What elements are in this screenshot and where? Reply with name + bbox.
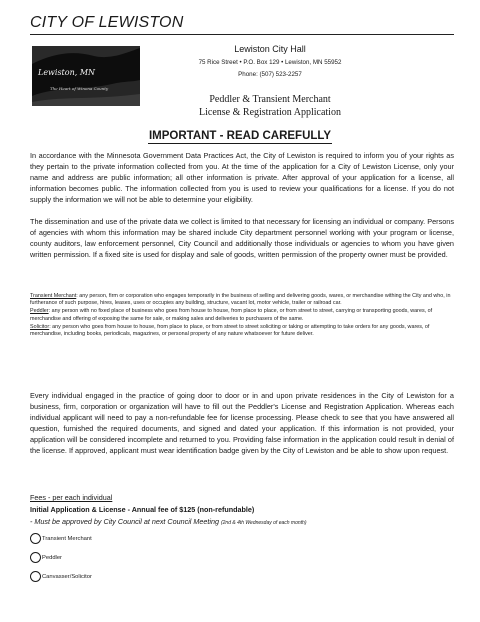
approval-schedule: (2nd & 4th Wednesday of each month) xyxy=(220,520,307,526)
initial-fee: Initial Application & License - Annual fee of $125 (non-refundable) xyxy=(30,505,255,514)
option-peddler[interactable] xyxy=(30,552,62,563)
logo-name: Lewiston, MN xyxy=(38,68,96,77)
definition-text: : any person with no fixed place of business who goes from house to house, from place to place, or from street to street, carrying or transporting goods, wares, of merchandise and offering of exposing the same for sale, or making sales and deliveries to purchasers of the same. xyxy=(30,308,433,322)
city-logo xyxy=(32,46,140,106)
definition-text: : any person who goes from house to house, from place to place, or from street to street soliciting or taking or attempting to take orders for any goods, wares, of merchandise, including books, periodicals, magazines, or personal property of any nature whatsoever for future deliver. xyxy=(30,323,430,338)
hall-address: 75 Rice Street • P.O. Box 129 • Lewiston, MN 55952 xyxy=(198,59,342,66)
definition-solicitor xyxy=(30,324,454,339)
definition-term: Solicitor xyxy=(30,323,50,330)
form-title-line1: Peddler & Transient Merchant xyxy=(209,94,331,105)
city-title: CITY OF LEWISTON xyxy=(30,14,184,31)
hall-name: Lewiston City Hall xyxy=(234,44,306,54)
approval-text: - Must be approved by City Council at next Council Meeting xyxy=(30,517,219,526)
definition-peddler xyxy=(30,308,454,323)
hall-phone: Phone: (507) 523-2257 xyxy=(238,71,302,78)
requirements-paragraph: Every individual engaged in the practice of going door to door or in and upon private residences in the City of Lewiston for a business, firm, corporation or organization will have to fill out the Peddler's License and Registration Application. Whereas each individual applicant will need to pay a non-refundable fee for license processing. Please check to see that you have answered all question, furnished the required documents, and signed and dated your application. If this information is not provided, your application will be considered incomplete and returned to you. Providing false information in the application could result in denial of the license. If approved, applicant must wear identification badge given by the City of Lewiston and be able to show upon request. xyxy=(30,391,454,456)
definition-term: Peddler xyxy=(30,308,49,315)
option-label: Peddler xyxy=(42,554,62,561)
option-canvasser-solicitor[interactable] xyxy=(30,571,92,582)
option-label: Canvasser/Solicitor xyxy=(42,573,92,580)
privacy-paragraph: In accordance with the Minnesota Government Data Practices Act, the City of Lewiston is required to inform you of your rights as they pertain to the private information collected from you. At the time of the application for a City of Lewiston License, only your name and address are public information; all other information is private. After approval of your application for a license, all information becomes public. The information collected from you is used to review your qualifications for a license. If you do not supply the information we will not be able to determine your eligibility. xyxy=(30,151,454,204)
fees-heading: Fees - per each individual xyxy=(30,493,113,502)
logo-tagline: The Heart of Winona County xyxy=(50,86,109,91)
dissemination-paragraph: The dissemination and use of the private data we collect is limited to that necessary for licensing an individual or company. Persons of agencies with whom this information may be shared include City department personnel working with your program or license, county auditors, law enforcement personnel, City Council and additionally those individuals or agencies to whom you have given written permission. If a fixed site is used for display and sale of goods, written permission of the property owner must be provided. xyxy=(30,217,454,259)
title-divider xyxy=(30,34,454,35)
radio-circle-icon[interactable] xyxy=(30,552,41,563)
radio-circle-icon[interactable] xyxy=(30,533,41,544)
option-label: Transient Merchant xyxy=(42,535,92,542)
important-heading-wrap xyxy=(0,126,480,144)
definition-transient-merchant xyxy=(30,293,454,308)
option-transient-merchant[interactable] xyxy=(30,533,92,544)
definition-term: Transient Merchant xyxy=(30,293,77,299)
form-title-line2: License & Registration Application xyxy=(199,107,341,118)
radio-circle-icon[interactable] xyxy=(30,571,41,582)
important-heading: IMPORTANT - READ CAREFULLY xyxy=(148,130,332,142)
approval-note xyxy=(30,517,306,526)
definition-text: : any person, firm or corporation who engages temporarily in the business of selling and delivering goods, wares, or merchandise withing the City and who, in furtherance of such purpose, hires, leases, uses or occupies any building, structure, vacant lot, motor vehicle, trailer or railroad car. xyxy=(30,293,451,307)
definitions xyxy=(30,293,454,339)
